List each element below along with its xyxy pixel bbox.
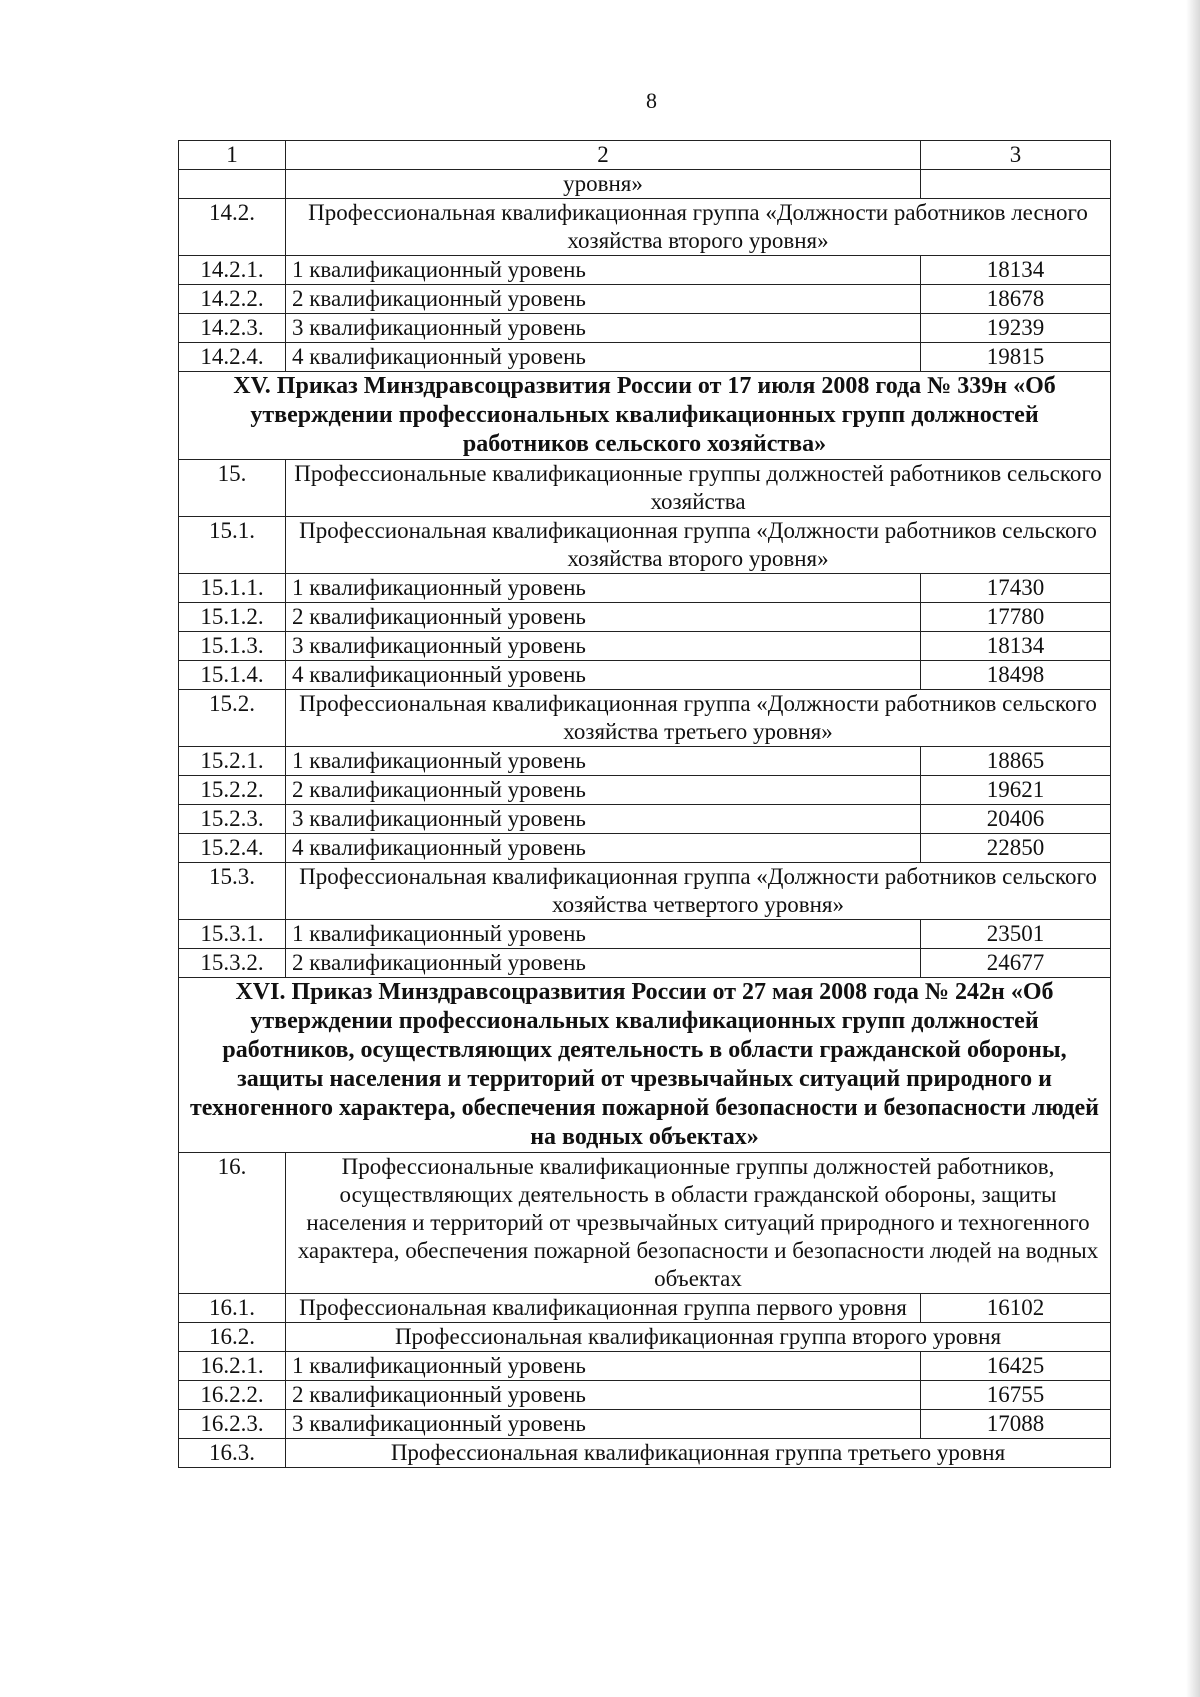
group-title: Профессиональная квалификационная группа «Должности работников лесного хозяйства второго уровня»: [286, 199, 1111, 256]
group-row: [179, 690, 1111, 747]
group-title: Профессиональная квалификационная группа «Должности работников сельского хозяйства второго уровня»: [286, 517, 1111, 574]
salary-value: 16102: [921, 1294, 1111, 1323]
row-number: 15.1.: [179, 517, 286, 574]
qualification-level: 1 квалификационный уровень: [286, 574, 921, 603]
group-title: Профессиональные квалификационные группы должностей работников сельского хозяйства: [286, 460, 1111, 517]
row-number: 16.2.: [179, 1323, 286, 1352]
row-number: 15.1.4.: [179, 661, 286, 690]
group-row: [179, 199, 1111, 256]
row-number: 15.2.4.: [179, 834, 286, 863]
salary-value: 24677: [921, 949, 1111, 978]
table-row: [179, 747, 1111, 776]
row-number: 15.1.1.: [179, 574, 286, 603]
qualification-level: 1 квалификационный уровень: [286, 920, 921, 949]
qualification-level: 3 квалификационный уровень: [286, 1410, 921, 1439]
salary-value: 17430: [921, 574, 1111, 603]
group-row: [179, 1294, 1111, 1323]
column-header-3: 3: [921, 141, 1111, 170]
salary-value: 18134: [921, 256, 1111, 285]
table-row: [179, 1352, 1111, 1381]
qualification-level: 1 квалификационный уровень: [286, 747, 921, 776]
qualification-level: 1 квалификационный уровень: [286, 1352, 921, 1381]
salary-value: 23501: [921, 920, 1111, 949]
row-number: 14.2.1.: [179, 256, 286, 285]
row-value: [921, 170, 1111, 199]
salary-value: 18678: [921, 285, 1111, 314]
qualification-level: 2 квалификационный уровень: [286, 285, 921, 314]
row-number: 16.: [179, 1153, 286, 1294]
qualification-level: 3 квалификационный уровень: [286, 805, 921, 834]
row-number: 14.2.: [179, 199, 286, 256]
qualification-level: 4 квалификационный уровень: [286, 834, 921, 863]
row-number: 15.2.3.: [179, 805, 286, 834]
row-text: уровня»: [286, 170, 921, 199]
group-title: Профессиональные квалификационные группы должностей работников, осуществляющих деятельность в области гражданской обороны, защиты населения и территорий от чрезвычайных ситуаций природного и техногенного характера, обеспечения пожарной безопасности и безопасности людей на водных объектах: [286, 1153, 1111, 1294]
row-number: 15.1.3.: [179, 632, 286, 661]
page-number: 8: [646, 88, 657, 113]
qualification-level: 2 квалификационный уровень: [286, 776, 921, 805]
table-row: [179, 574, 1111, 603]
table-row: [179, 285, 1111, 314]
group-title: Профессиональная квалификационная группа первого уровня: [286, 1294, 921, 1323]
salary-value: 19815: [921, 343, 1111, 372]
row-number: 15.1.2.: [179, 603, 286, 632]
group-title: Профессиональная квалификационная группа третьего уровня: [286, 1439, 1111, 1468]
row-number: 14.2.3.: [179, 314, 286, 343]
row-number: 16.1.: [179, 1294, 286, 1323]
group-row: [179, 863, 1111, 920]
table-row: [179, 170, 1111, 199]
table-row: [179, 949, 1111, 978]
page-edge-shadow: [1186, 0, 1200, 1697]
salary-value: 17088: [921, 1410, 1111, 1439]
salary-value: 22850: [921, 834, 1111, 863]
group-row: [179, 1439, 1111, 1468]
row-number: 15.2.2.: [179, 776, 286, 805]
group-row: [179, 460, 1111, 517]
table-row: [179, 776, 1111, 805]
qualification-level: 2 квалификационный уровень: [286, 949, 921, 978]
row-number: 14.2.4.: [179, 343, 286, 372]
row-number: 15.3.: [179, 863, 286, 920]
table-header-row: [179, 141, 1111, 170]
group-title: Профессиональная квалификационная группа «Должности работников сельского хозяйства четвертого уровня»: [286, 863, 1111, 920]
group-title: Профессиональная квалификационная группа второго уровня: [286, 1323, 1111, 1352]
section-heading-row: [179, 372, 1111, 460]
table-row: [179, 632, 1111, 661]
table-row: [179, 1381, 1111, 1410]
table-row: [179, 805, 1111, 834]
section-heading-row: [179, 978, 1111, 1153]
salary-value: 17780: [921, 603, 1111, 632]
qualification-level: 4 квалификационный уровень: [286, 343, 921, 372]
salary-value: 19621: [921, 776, 1111, 805]
group-row: [179, 1153, 1111, 1294]
table-row: [179, 256, 1111, 285]
salary-value: 18134: [921, 632, 1111, 661]
qualification-level: 3 квалификационный уровень: [286, 314, 921, 343]
salary-value: 16755: [921, 1381, 1111, 1410]
section-heading: XV. Приказ Минздравсоцразвития России от 17 июля 2008 года № 339н «Об утверждении профессиональных квалификационных групп должностей работников сельского хозяйства»: [179, 372, 1111, 460]
row-number: [179, 170, 286, 199]
column-header-1: 1: [179, 141, 286, 170]
table-row: [179, 1410, 1111, 1439]
row-number: 16.2.3.: [179, 1410, 286, 1439]
row-number: 16.3.: [179, 1439, 286, 1468]
salary-table: [178, 140, 1111, 1468]
column-header-2: 2: [286, 141, 921, 170]
row-number: 15.2.: [179, 690, 286, 747]
group-title: Профессиональная квалификационная группа «Должности работников сельского хозяйства третьего уровня»: [286, 690, 1111, 747]
section-heading: XVI. Приказ Минздравсоцразвития России от 27 мая 2008 года № 242н «Об утверждении профессиональных квалификационных групп должностей работников, осуществляющих деятельность в области гражданской обороны, защиты населения и территорий от чрезвычайных ситуаций природного и техногенного характера, обеспечения пожарной безопасности и безопасности людей на водных объектах»: [179, 978, 1111, 1153]
row-number: 16.2.1.: [179, 1352, 286, 1381]
group-row: [179, 1323, 1111, 1352]
salary-value: 18498: [921, 661, 1111, 690]
salary-value: 19239: [921, 314, 1111, 343]
row-number: 14.2.2.: [179, 285, 286, 314]
qualification-level: 2 квалификационный уровень: [286, 603, 921, 632]
salary-value: 16425: [921, 1352, 1111, 1381]
table-row: [179, 343, 1111, 372]
row-number: 15.3.1.: [179, 920, 286, 949]
group-row: [179, 517, 1111, 574]
qualification-level: 2 квалификационный уровень: [286, 1381, 921, 1410]
table-row: [179, 661, 1111, 690]
row-number: 15.3.2.: [179, 949, 286, 978]
salary-value: 18865: [921, 747, 1111, 776]
qualification-level: 4 квалификационный уровень: [286, 661, 921, 690]
table-row: [179, 920, 1111, 949]
row-number: 15.: [179, 460, 286, 517]
qualification-level: 3 квалификационный уровень: [286, 632, 921, 661]
table-row: [179, 834, 1111, 863]
row-number: 16.2.2.: [179, 1381, 286, 1410]
table-row: [179, 603, 1111, 632]
table-row: [179, 314, 1111, 343]
salary-value: 20406: [921, 805, 1111, 834]
qualification-level: 1 квалификационный уровень: [286, 256, 921, 285]
row-number: 15.2.1.: [179, 747, 286, 776]
